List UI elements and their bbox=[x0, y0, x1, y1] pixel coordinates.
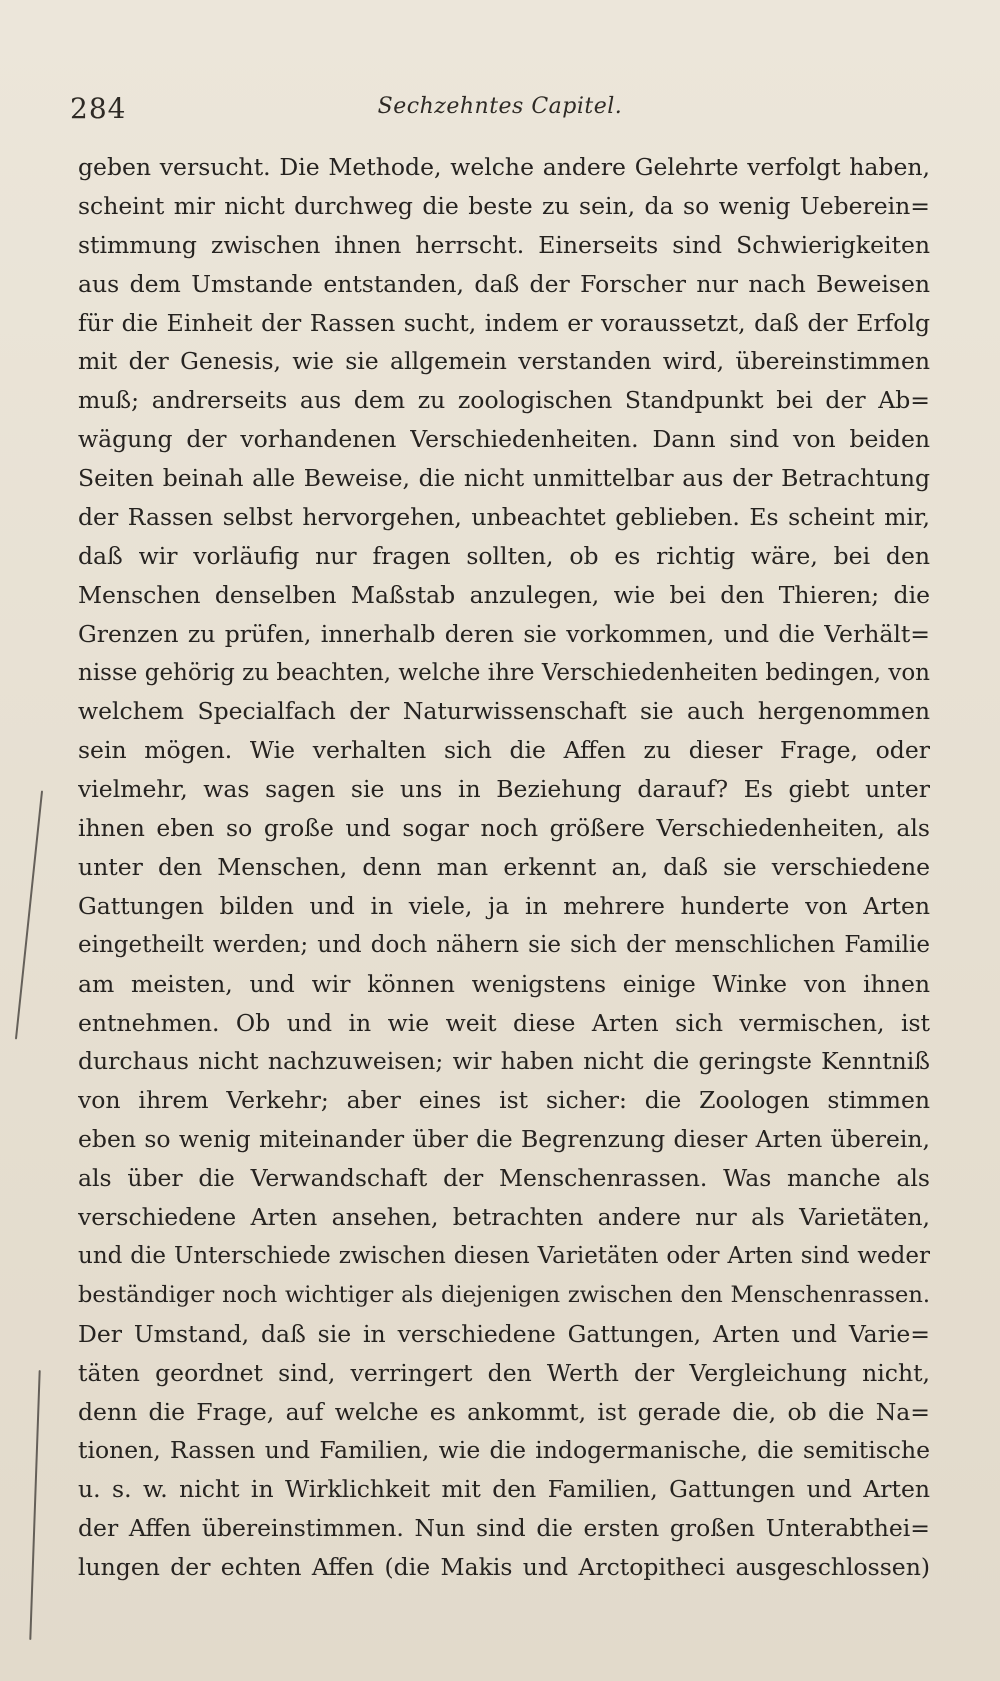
text-line: am meisten, und wir können wenigstens einige Winke von ihnen bbox=[78, 969, 930, 998]
text-line: sein mögen. Wie verhalten sich die Affen zu dieser Frage, oder bbox=[78, 736, 930, 765]
text-line: Der Umstand, daß sie in verschiedene Gattungen, Arten und Varie= bbox=[78, 1319, 930, 1348]
page-header bbox=[70, 92, 930, 132]
text-line: eben so wenig miteinander über die Begrenzung dieser Arten überein, bbox=[78, 1125, 930, 1154]
running-title: Sechzehntes Capitel. bbox=[377, 94, 623, 119]
text-line: für die Einheit der Rassen sucht, indem er voraussetzt, daß der Erfolg bbox=[78, 308, 930, 337]
text-line: durchaus nicht nachzuweisen; wir haben nicht die geringste Kenntniß bbox=[78, 1047, 930, 1076]
text-line: der Rassen selbst hervorgehen, unbeachtet geblieben. Es scheint mir, bbox=[78, 503, 930, 532]
text-line: von ihrem Verkehr; aber eines ist sicher: die Zoologen stimmen bbox=[78, 1086, 930, 1115]
margin-pencil-mark bbox=[29, 1370, 40, 1640]
text-line: nisse gehörig zu beachten, welche ihre Verschiedenheiten bedingen, von bbox=[78, 659, 930, 686]
text-line: Grenzen zu prüfen, innerhalb deren sie vorkommen, und die Verhält= bbox=[78, 619, 930, 648]
text-line: ihnen eben so große und sogar noch größere Verschiedenheiten, als bbox=[78, 814, 930, 843]
text-line: scheint mir nicht durchweg die beste zu sein, da so wenig Ueberein= bbox=[78, 191, 930, 220]
text-line: täten geordnet sind, verringert den Werth der Vergleichung nicht, bbox=[78, 1358, 930, 1387]
text-line: stimmung zwischen ihnen herrscht. Einerseits sind Schwierigkeiten bbox=[78, 230, 930, 259]
text-line: muß; andrerseits aus dem zu zoologischen Standpunkt bei der Ab= bbox=[78, 386, 930, 415]
text-line: aus dem Umstande entstanden, daß der Forscher nur nach Beweisen bbox=[78, 269, 930, 298]
margin-pencil-mark bbox=[15, 791, 43, 1040]
text-line: geben versucht. Die Methode, welche andere Gelehrte verfolgt haben, bbox=[78, 153, 930, 181]
text-line: u. s. w. nicht in Wirklichkeit mit den Familien, Gattungen und Arten bbox=[78, 1475, 930, 1504]
text-line: beständiger noch wichtiger als diejenigen zwischen den Menschenrassen. bbox=[78, 1281, 930, 1308]
text-line: verschiedene Arten ansehen, betrachten andere nur als Varietäten, bbox=[78, 1203, 930, 1232]
page-number: 284 bbox=[70, 92, 127, 125]
text-line: eingetheilt werden; und doch nähern sie sich der menschlichen Familie bbox=[78, 931, 930, 958]
text-line: mit der Genesis, wie sie allgemein verstanden wird, übereinstimmen bbox=[78, 347, 930, 376]
text-line: unter den Menschen, denn man erkennt an, daß sie verschiedene bbox=[78, 853, 930, 882]
text-line: wägung der vorhandenen Verschiedenheiten. Dann sind von beiden bbox=[78, 425, 930, 454]
text-line: tionen, Rassen und Familien, wie die indogermanische, die semitische bbox=[78, 1436, 930, 1465]
body-text bbox=[78, 148, 930, 1587]
text-line: entnehmen. Ob und in wie weit diese Arten sich vermischen, ist bbox=[78, 1008, 930, 1037]
text-line: denn die Frage, auf welche es ankommt, ist gerade die, ob die Na= bbox=[78, 1397, 930, 1426]
text-line: und die Unterschiede zwischen diesen Varietäten oder Arten sind weder bbox=[78, 1242, 930, 1269]
text-line: daß wir vorläufig nur fragen sollten, ob es richtig wäre, bei den bbox=[78, 541, 930, 570]
text-line: vielmehr, was sagen sie uns in Beziehung darauf? Es giebt unter bbox=[78, 775, 930, 804]
text-line: lungen der echten Affen (die Makis und Arctopitheci ausgeschlossen) bbox=[78, 1553, 930, 1582]
text-line: als über die Verwandschaft der Menschenrassen. Was manche als bbox=[78, 1164, 930, 1193]
text-line: Gattungen bilden und in viele, ja in mehrere hunderte von Arten bbox=[78, 891, 930, 920]
text-line: der Affen übereinstimmen. Nun sind die ersten großen Unterabthei= bbox=[78, 1514, 930, 1543]
text-line: welchem Specialfach der Naturwissenschaft sie auch hergenommen bbox=[78, 697, 930, 726]
text-line: Seiten beinah alle Beweise, die nicht unmittelbar aus der Betrachtung bbox=[78, 464, 930, 493]
text-line: Menschen denselben Maßstab anzulegen, wie bei den Thieren; die bbox=[78, 580, 930, 609]
